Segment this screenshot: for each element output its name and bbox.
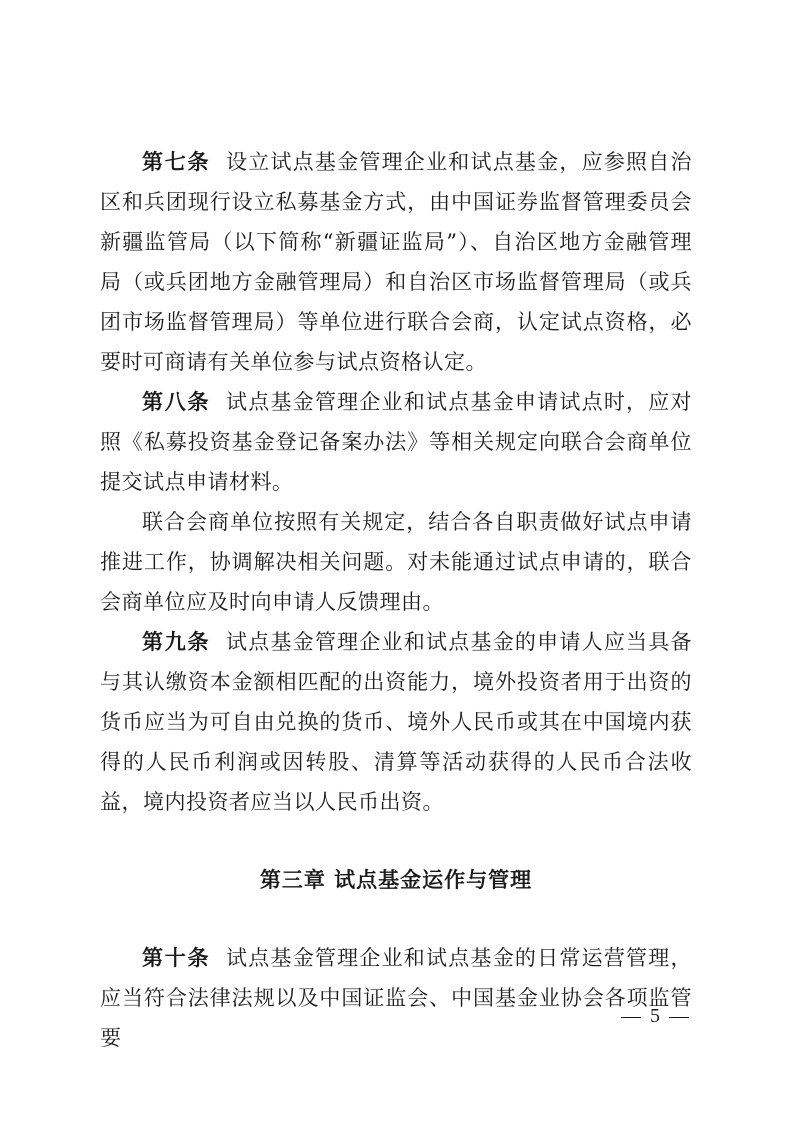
- article-8-label: 第八条: [142, 390, 211, 414]
- article-7-paragraph: [100, 142, 692, 382]
- article-8-continuation-text: 联合会商单位按照有关规定，结合各自职责做好试点申请推进工作，协调解决相关问题。对未能通过试点申请的，联合会商单位应及时向申请人反馈理由。: [100, 510, 692, 614]
- document-body: [100, 142, 692, 1058]
- article-8-continuation-paragraph: [100, 502, 692, 622]
- article-7-label: 第七条: [142, 150, 211, 174]
- article-9-text: 试点基金管理企业和试点基金的申请人应当具备与其认缴资本金额相匹配的出资能力，境外投资者用于出资的货币应当为可自由兑换的货币、境外人民币或其在中国境内获得的人民币利润或因转股、清算等活动获得的人民币合法收益，境内投资者应当以人民币出资。: [100, 630, 693, 814]
- article-7-text: 设立试点基金管理企业和试点基金，应参照自治区和兵团现行设立私募基金方式，由中国证券监督管理委员会新疆监管局（以下简称“新疆证监局”）、自治区地方金融管理局（或兵团地方金融管理局）和自治区市场监督管理局（或兵团市场监督管理局）等单位进行联合会商，认定试点资格，必要时可商请有关单位参与试点资格认定。: [100, 150, 693, 374]
- chapter-heading: 第三章 试点基金运作与管理: [259, 868, 533, 892]
- article-10-label: 第十条: [142, 946, 211, 970]
- article-10-text: 试点基金管理企业和试点基金的日常运营管理，应当符合法律法规以及中国证监会、中国基金业协会各项监管要: [100, 946, 693, 1050]
- article-8-paragraph: [100, 382, 692, 502]
- article-9-label: 第九条: [142, 630, 211, 654]
- page-number: — 5 —: [621, 1005, 691, 1027]
- article-10-paragraph: [100, 938, 692, 1058]
- article-9-paragraph: [100, 622, 692, 822]
- article-8-text: 试点基金管理企业和试点基金申请试点时，应对照《私募投资基金登记备案办法》等相关规定向联合会商单位提交试点申请材料。: [100, 390, 693, 494]
